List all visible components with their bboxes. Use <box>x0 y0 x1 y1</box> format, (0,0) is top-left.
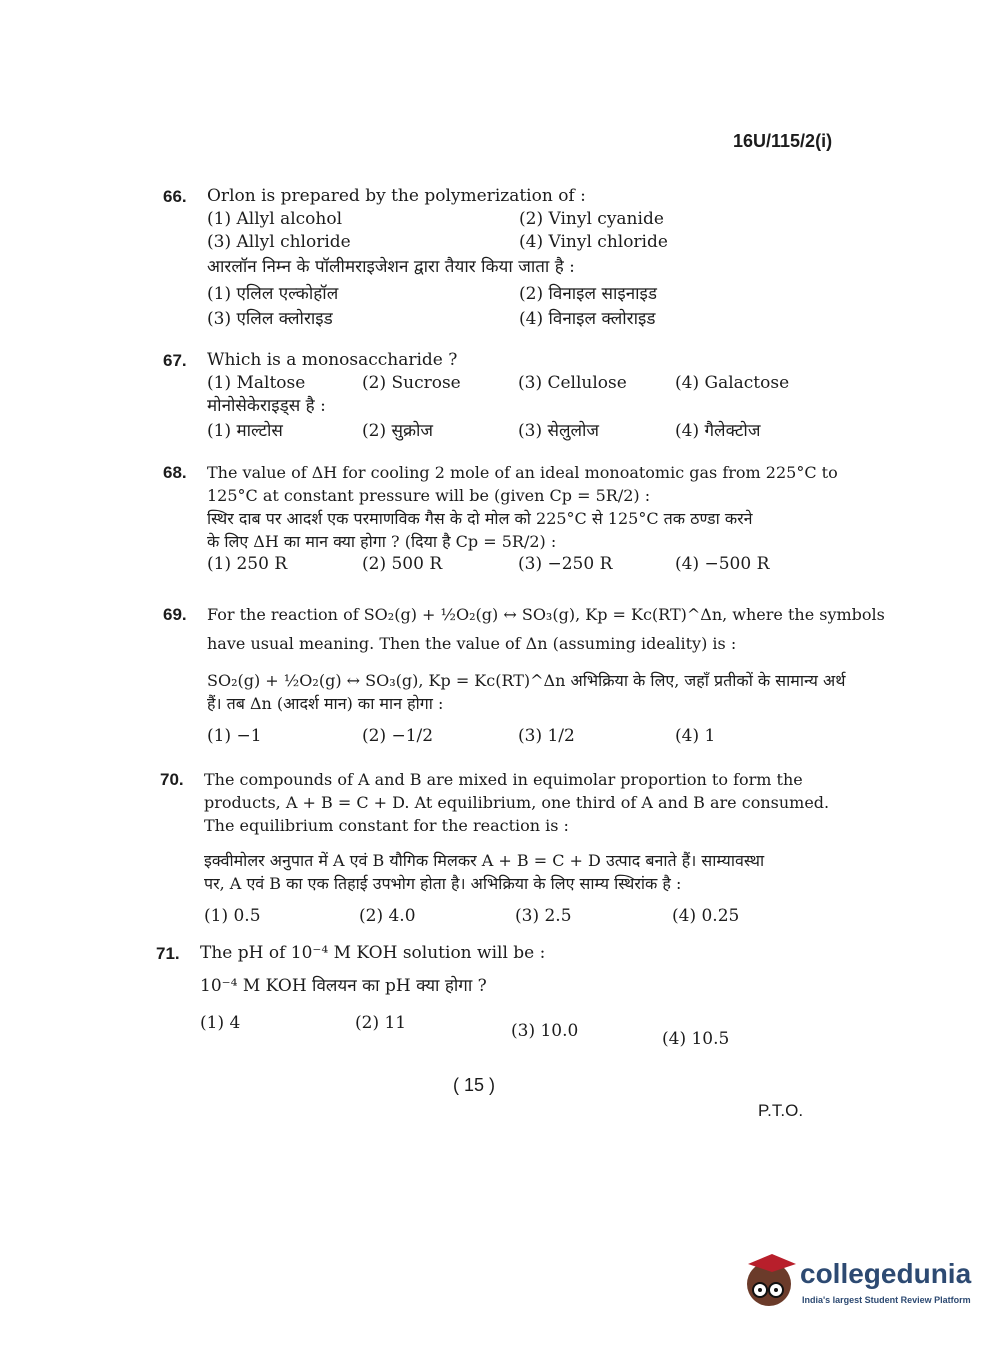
question-text-en: products, A + B = C + D. At equilibrium, one third of A and B are consumed. <box>204 793 830 812</box>
question-67 <box>163 349 823 443</box>
question-number: 66. <box>163 187 187 206</box>
option: (3) 2.5 <box>515 906 572 926</box>
paper-code: 16U/115/2(i) <box>733 131 833 151</box>
options-row <box>207 420 823 443</box>
collegedunia-logo <box>742 1250 972 1320</box>
question-text-en: Which is a monosaccharide ? <box>207 350 458 370</box>
page-number: ( 15 ) <box>453 1075 496 1095</box>
question-text-hi: के लिए ΔH का मान क्या होगा ? (दिया है Cp = 5R/2) : <box>207 532 557 551</box>
option: (4) 1 <box>675 726 716 746</box>
question-66 <box>163 185 823 331</box>
question-number: 70. <box>160 770 184 789</box>
question-71 <box>156 942 826 1049</box>
option: (4) गैलेक्टोज <box>675 421 761 441</box>
option: (2) −1/2 <box>362 726 434 746</box>
question-number: 68. <box>163 463 187 482</box>
question-text-hi: 10⁻⁴ M KOH विलयन का pH क्या होगा ? <box>200 976 487 996</box>
option: (3) 1/2 <box>518 726 575 746</box>
question-70 <box>160 768 830 928</box>
question-68 <box>163 461 838 576</box>
option: (4) Vinyl chloride <box>519 232 668 252</box>
option: (1) 250 R <box>207 554 288 574</box>
option: (2) 4.0 <box>359 906 416 926</box>
options-row <box>207 553 833 576</box>
question-text-hi: आरलॉन निम्न के पॉलीमराइजेशन द्वारा तैयार किया जाता है : <box>207 257 575 277</box>
option: (4) 10.5 <box>662 1029 730 1049</box>
mascot-icon <box>742 1250 798 1312</box>
question-text-hi: मोनोसेकेराइड्स है : <box>207 396 326 416</box>
question-text-hi: पर, A एवं B का एक तिहाई उपभोग होता है। अभिक्रिया के लिए साम्य स्थिरांक है : <box>204 874 682 893</box>
options-row <box>204 905 830 928</box>
option: (3) Cellulose <box>518 373 627 393</box>
question-text-hi: SO₂(g) + ½O₂(g) ↔ SO₃(g), Kp = Kc(RT)^Δn अभिक्रिया के लिए, जहाँ प्रतीकों के सामान्य अर्थ <box>207 671 846 690</box>
question-number: 69. <box>163 605 187 624</box>
option: (2) सुक्रोज <box>362 421 434 441</box>
option: (1) Allyl alcohol <box>207 209 343 229</box>
question-text-hi: इक्वीमोलर अनुपात में A एवं B यौगिक मिलकर A + B = C + D उत्पाद बनाते हैं। साम्यावस्था <box>204 851 765 870</box>
option: (2) Vinyl cyanide <box>519 209 664 229</box>
option: (3) एलिल क्लोराइड <box>207 309 333 329</box>
option: (2) Sucrose <box>362 373 461 393</box>
question-text-en: have usual meaning. Then the value of Δn (assuming ideality) is : <box>207 634 737 653</box>
options-row <box>207 308 823 331</box>
options-row <box>200 1012 826 1049</box>
option: (4) −500 R <box>675 554 770 574</box>
option: (4) Galactose <box>675 373 790 393</box>
option: (4) विनाइल क्लोराइड <box>519 309 656 329</box>
option: (4) 0.25 <box>672 906 740 926</box>
option: (1) 4 <box>200 1013 241 1033</box>
options-row <box>207 725 833 748</box>
question-number: 71. <box>156 944 180 963</box>
option: (1) −1 <box>207 726 262 746</box>
question-text-en: Orlon is prepared by the polymerization of : <box>207 186 586 206</box>
question-text-en: The equilibrium constant for the reaction is : <box>204 816 569 835</box>
option: (3) Allyl chloride <box>207 232 351 252</box>
question-text-en: The compounds of A and B are mixed in equimolar proportion to form the <box>204 770 803 789</box>
options-row <box>207 208 823 231</box>
option: (2) 11 <box>355 1013 407 1033</box>
option: (3) सेलुलोज <box>518 421 600 441</box>
logo-text: collegedunia <box>800 1258 972 1289</box>
option: (3) −250 R <box>518 554 613 574</box>
option: (1) 0.5 <box>204 906 261 926</box>
option: (3) 10.0 <box>511 1021 579 1041</box>
option: (1) माल्टोस <box>207 421 283 441</box>
question-number: 67. <box>163 351 187 370</box>
question-text-en: 125°C at constant pressure will be (given Cp = 5R/2) : <box>207 486 651 505</box>
pto-label: P.T.O. <box>758 1101 804 1120</box>
question-text-hi: हैं। तब Δn (आदर्श मान) का मान होगा : <box>207 694 444 713</box>
question-text-hi: स्थिर दाब पर आदर्श एक परमाणविक गैस के दो मोल को 225°C से 125°C तक ठण्डा करने <box>207 509 753 528</box>
option: (2) 500 R <box>362 554 443 574</box>
logo-tagline: India's largest Student Review Platform <box>802 1295 971 1305</box>
option: (1) Maltose <box>207 373 306 393</box>
question-69 <box>163 603 885 748</box>
option: (2) विनाइल साइनाइड <box>519 284 657 304</box>
question-text-en: For the reaction of SO₂(g) + ½O₂(g) ↔ SO₃(g), Kp = Kc(RT)^Δn, where the symbols <box>207 605 885 624</box>
question-text-en: The value of ΔH for cooling 2 mole of an ideal monoatomic gas from 225°C to <box>207 463 838 482</box>
question-text-en: The pH of 10⁻⁴ M KOH solution will be : <box>200 943 546 963</box>
options-row <box>207 372 823 395</box>
options-row <box>207 231 823 254</box>
option: (1) एलिल एल्कोहॉल <box>207 284 339 304</box>
options-row <box>207 283 823 306</box>
